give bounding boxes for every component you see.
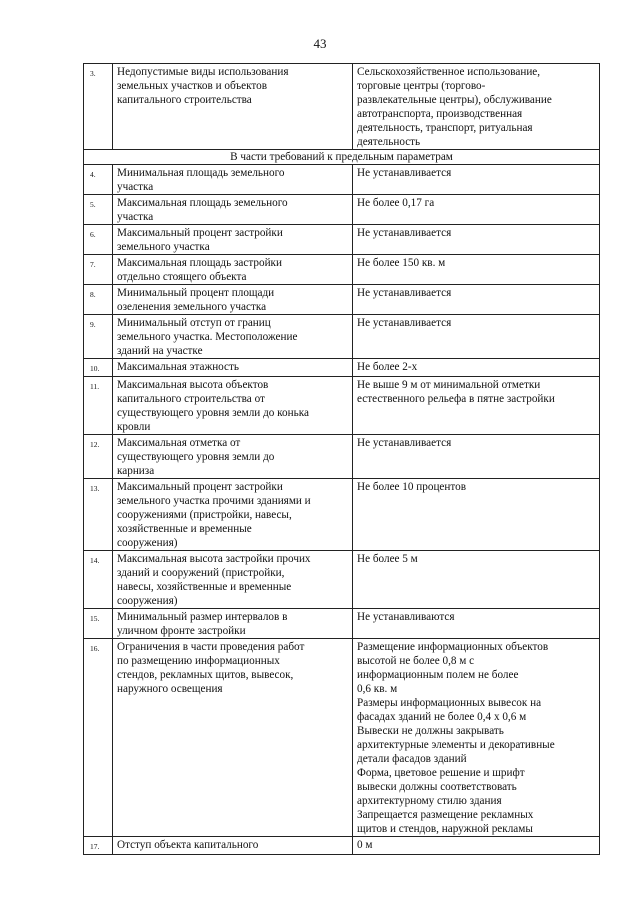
parameter-line: сооружения) xyxy=(117,595,178,607)
parameter-line: карниза xyxy=(117,465,155,477)
value-line: фасадах зданий не более 0,4 х 0,6 м xyxy=(357,711,527,723)
value-line: развлекательные центры), обслуживание xyxy=(357,94,552,106)
table-row xyxy=(84,377,600,435)
parameter-line: Максимальная площадь земельного xyxy=(117,197,288,209)
row-number: 13. xyxy=(84,479,113,551)
parameter-line: Отступ объекта капитального xyxy=(117,839,259,851)
row-number: 10. xyxy=(84,359,113,377)
value-cell xyxy=(353,255,600,285)
parameter-line: сооружениями (пристройки, навесы, xyxy=(117,509,292,521)
value-line: Не устанавливаются xyxy=(357,611,455,623)
table-row xyxy=(84,315,600,359)
parameter-line: Минимальный отступ от границ xyxy=(117,317,271,329)
parameter-cell xyxy=(113,479,353,551)
parameter-line: земельного участка xyxy=(117,241,210,253)
value-cell xyxy=(353,285,600,315)
parameter-line: капитального строительства от xyxy=(117,393,265,405)
value-line: Не более 5 м xyxy=(357,553,418,565)
parameter-cell xyxy=(113,315,353,359)
parameter-line: Максимальная высота застройки прочих xyxy=(117,553,311,565)
parameter-line: Недопустимые виды использования xyxy=(117,66,289,78)
value-line: деятельность, транспорт, ритуальная xyxy=(357,122,533,134)
value-line: Форма, цветовое решение и шрифт xyxy=(357,767,525,779)
parameter-line: земельных участков и объектов xyxy=(117,80,268,92)
value-line: Не устанавливается xyxy=(357,227,452,239)
table-row xyxy=(84,285,600,315)
row-number: 14. xyxy=(84,551,113,609)
table-row xyxy=(84,435,600,479)
parameter-line: навесы, хозяйственные и временные xyxy=(117,581,292,593)
parameter-line: Минимальный размер интервалов в xyxy=(117,611,288,623)
value-line: Размеры информационных вывесок на xyxy=(357,697,542,709)
parameter-cell xyxy=(113,285,353,315)
value-cell xyxy=(353,479,600,551)
parameter-line: Максимальная высота объектов xyxy=(117,379,269,391)
parameter-cell xyxy=(113,377,353,435)
parameter-line: Минимальный процент площади xyxy=(117,287,275,299)
value-line: Не выше 9 м от минимальной отметки xyxy=(357,379,541,391)
value-line: высотой не более 0,8 м с xyxy=(357,655,475,667)
parameter-line: озеленения земельного участка xyxy=(117,301,267,313)
value-line: Не устанавливается xyxy=(357,437,452,449)
parameter-line: зданий и сооружений (пристройки, xyxy=(117,567,285,579)
row-number: 8. xyxy=(84,285,113,315)
value-line: вывески должны соответствовать xyxy=(357,781,517,793)
row-number: 16. xyxy=(84,639,113,837)
page-number: 43 xyxy=(313,36,327,51)
value-line: Не устанавливается xyxy=(357,167,452,179)
parameter-line: Ограничения в части проведения работ xyxy=(117,641,305,653)
row-number: 17. xyxy=(84,837,113,855)
table-row xyxy=(84,359,600,377)
value-line: торговые центры (торгово- xyxy=(357,80,486,92)
table-row xyxy=(84,479,600,551)
value-line: информационным полем не более xyxy=(357,669,519,681)
parameter-cell xyxy=(113,195,353,225)
value-line: Вывески не должны закрывать xyxy=(357,725,504,737)
parameter-cell xyxy=(113,435,353,479)
table-body-top xyxy=(84,64,600,150)
parameter-line: наружного освещения xyxy=(117,683,223,695)
value-line: автотранспорта, производственная xyxy=(357,108,523,120)
table-row xyxy=(84,255,600,285)
parameter-line: Максимальный процент застройки xyxy=(117,227,283,239)
parameter-line: Максимальная отметка от xyxy=(117,437,241,449)
table-row xyxy=(84,551,600,609)
parameter-cell xyxy=(113,359,353,377)
parameter-line: хозяйственные и временные xyxy=(117,523,252,535)
value-line: Не более 150 кв. м xyxy=(357,257,446,269)
table-row xyxy=(84,225,600,255)
parameter-line: участка xyxy=(117,211,154,223)
row-number: 11. xyxy=(84,377,113,435)
value-cell xyxy=(353,225,600,255)
parameter-cell xyxy=(113,609,353,639)
regulations-table xyxy=(83,63,600,855)
value-cell xyxy=(353,359,600,377)
value-line: естественного рельефа в пятне застройки xyxy=(357,393,555,405)
value-line: Сельскохозяйственное использование, xyxy=(357,66,541,78)
row-number: 15. xyxy=(84,609,113,639)
value-line: 0 м xyxy=(357,839,373,851)
value-line: архитектурные элементы и декоративные xyxy=(357,739,555,751)
value-cell xyxy=(353,837,600,855)
table-row xyxy=(84,64,600,150)
row-number: 12. xyxy=(84,435,113,479)
table-section xyxy=(84,150,600,165)
parameter-cell xyxy=(113,551,353,609)
value-line: 0,6 кв. м xyxy=(357,683,398,695)
parameter-line: Максимальный процент застройки xyxy=(117,481,283,493)
parameter-cell xyxy=(113,225,353,255)
parameter-line: земельного участка прочими зданиями и xyxy=(117,495,311,507)
parameter-line: капитального строительства xyxy=(117,94,252,106)
table-body-main xyxy=(84,165,600,855)
row-number: 7. xyxy=(84,255,113,285)
parameter-line: Максимальная этажность xyxy=(117,361,240,373)
value-cell xyxy=(353,377,600,435)
value-line: Размещение информационных объектов xyxy=(357,641,549,653)
parameter-line: Минимальная площадь земельного xyxy=(117,167,285,179)
parameter-cell xyxy=(113,64,353,150)
parameter-line: существующего уровня земли до xyxy=(117,451,275,463)
parameter-line: зданий на участке xyxy=(117,345,203,357)
table-row xyxy=(84,165,600,195)
row-number: 4. xyxy=(84,165,113,195)
value-line: Не устанавливается xyxy=(357,317,452,329)
table-row xyxy=(84,195,600,225)
value-line: щитов и стендов, наружной рекламы xyxy=(357,823,533,835)
value-line: детали фасадов зданий xyxy=(357,753,467,765)
parameter-cell xyxy=(113,255,353,285)
value-line: Не более 2-х xyxy=(357,361,418,373)
parameter-cell xyxy=(113,639,353,837)
value-line: Не более 10 процентов xyxy=(357,481,467,493)
parameter-line: участка xyxy=(117,181,154,193)
value-line: Не более 0,17 га xyxy=(357,197,435,209)
parameter-line: существующего уровня земли до конька xyxy=(117,407,309,419)
parameter-line: земельного участка. Местоположение xyxy=(117,331,298,343)
value-cell xyxy=(353,195,600,225)
parameter-cell xyxy=(113,837,353,855)
parameter-line: по размещению информационных xyxy=(117,655,280,667)
value-cell xyxy=(353,64,600,150)
parameter-line: стендов, рекламных щитов, вывесок, xyxy=(117,669,294,681)
row-number: 9. xyxy=(84,315,113,359)
table-row xyxy=(84,609,600,639)
parameter-line: сооружения) xyxy=(117,537,178,549)
value-cell xyxy=(353,609,600,639)
parameter-cell xyxy=(113,165,353,195)
parameter-line: отдельно стоящего объекта xyxy=(117,271,247,283)
table-row xyxy=(84,639,600,837)
value-cell xyxy=(353,551,600,609)
value-line: Не устанавливается xyxy=(357,287,452,299)
row-number: 6. xyxy=(84,225,113,255)
parameter-line: уличном фронте застройки xyxy=(117,625,246,637)
value-cell xyxy=(353,435,600,479)
table-row xyxy=(84,837,600,855)
section-header: В части требований к предельным параметрам xyxy=(84,150,600,165)
row-number: 3. xyxy=(84,64,113,150)
value-line: деятельность xyxy=(357,136,421,148)
parameter-line: кровли xyxy=(117,421,151,433)
section-header-row xyxy=(84,150,600,165)
value-line: архитектурному стилю здания xyxy=(357,795,502,807)
value-line: Запрещается размещение рекламных xyxy=(357,809,534,821)
value-cell xyxy=(353,165,600,195)
row-number: 5. xyxy=(84,195,113,225)
value-cell xyxy=(353,639,600,837)
parameter-line: Максимальная площадь застройки xyxy=(117,257,282,269)
value-cell xyxy=(353,315,600,359)
